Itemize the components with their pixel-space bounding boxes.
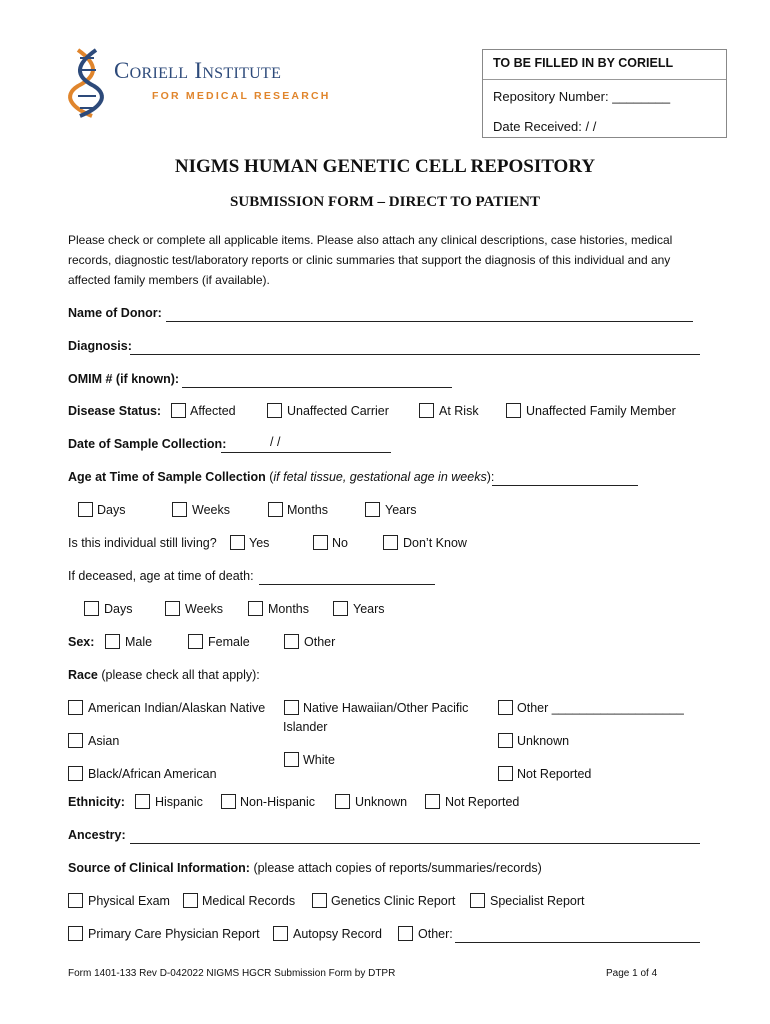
deceased-age-field[interactable] [259,584,435,585]
checkbox-age-days[interactable] [78,502,93,517]
option-death-years: Years [353,602,385,616]
option-race-black: Black/African American [88,767,217,781]
checkbox-sex-male[interactable] [105,634,120,649]
coriell-use-box [482,49,727,138]
checkbox-at-risk[interactable] [419,403,434,418]
option-sex-female: Female [208,635,250,649]
option-affected: Affected [190,404,236,418]
option-ethnicity-unknown: Unknown [355,795,408,809]
age-collection-field[interactable] [492,485,638,486]
donor-name-label: Name of Donor: [68,306,162,320]
option-source-other: Other: [418,927,453,941]
checkbox-unaffected-family-member[interactable] [506,403,521,418]
checkbox-ethnicity-unknown[interactable] [335,794,350,809]
option-age-days: Days [97,503,126,517]
option-race-unknown: Unknown [517,734,570,748]
option-sex-other: Other [304,635,336,649]
repository-number-field: Repository Number: ________ [493,89,671,104]
checkbox-race-asian[interactable] [68,733,83,748]
checkbox-ethnicity-hispanic[interactable] [135,794,150,809]
checkbox-source-genetics-clinic[interactable] [312,893,327,908]
checkbox-age-weeks[interactable] [172,502,187,517]
option-death-weeks: Weeks [185,602,223,616]
checkbox-race-american-indian[interactable] [68,700,83,715]
option-ethnicity-not-reported: Not Reported [445,795,520,809]
option-age-weeks: Weeks [192,503,230,517]
omim-label: OMIM # (if known): [68,372,180,386]
checkbox-sex-other[interactable] [284,634,299,649]
logo-name: Coriell Institute [114,58,282,83]
option-ethnicity-non-hispanic: Non-Hispanic [240,795,316,809]
checkbox-unaffected-carrier[interactable] [267,403,282,418]
page-title: NIGMS HUMAN GENETIC CELL REPOSITORY [174,156,596,177]
date-collection-field[interactable] [221,452,391,453]
option-at-risk: At Risk [439,404,479,418]
ethnicity-label: Ethnicity: [68,795,125,809]
option-race-american-indian: American Indian/Alaskan Native [88,701,266,715]
coriell-box-heading: TO BE FILLED IN BY CORIELL [483,50,726,80]
dna-helix-icon [66,46,108,118]
checkbox-ethnicity-non-hispanic[interactable] [221,794,236,809]
checkbox-race-white[interactable] [284,752,299,767]
option-living-no: No [332,536,348,550]
ancestry-label: Ancestry: [68,828,126,842]
checkbox-affected[interactable] [171,403,186,418]
option-source-autopsy: Autopsy Record [293,927,382,941]
checkbox-living-yes[interactable] [230,535,245,550]
checkbox-living-dont-know[interactable] [383,535,398,550]
coriell-logo [66,46,336,120]
option-age-years: Years [385,503,417,517]
checkbox-death-weeks[interactable] [165,601,180,616]
option-age-months: Months [287,503,328,517]
checkbox-death-years[interactable] [333,601,348,616]
option-race-native-hawaiian-cont: Islander [283,720,328,734]
option-death-months: Months [268,602,309,616]
option-source-primary-care: Primary Care Physician Report [88,927,260,941]
date-received-field: Date Received: / / [493,119,597,134]
checkbox-race-unknown[interactable] [498,733,513,748]
checkbox-race-not-reported[interactable] [498,766,513,781]
checkbox-source-physical-exam[interactable] [68,893,83,908]
checkbox-age-years[interactable] [365,502,380,517]
checkbox-source-other[interactable] [398,926,413,941]
source-label: Source of Clinical Information: (please attach copies of reports/summaries/records) [68,861,542,875]
source-other-field[interactable] [455,942,700,943]
option-ethnicity-hispanic: Hispanic [155,795,203,809]
checkbox-death-days[interactable] [84,601,99,616]
deceased-age-label: If deceased, age at time of death: [68,569,254,583]
page-subtitle: SUBMISSION FORM – DIRECT TO PATIENT [230,194,540,210]
diagnosis-label: Diagnosis: [68,339,132,353]
omim-field[interactable] [182,387,452,388]
checkbox-source-primary-care[interactable] [68,926,83,941]
option-race-native-hawaiian: Native Hawaiian/Other Pacific [303,701,469,715]
option-race-white: White [303,753,335,767]
checkbox-living-no[interactable] [313,535,328,550]
checkbox-death-months[interactable] [248,601,263,616]
checkbox-race-native-hawaiian[interactable] [284,700,299,715]
footer-form-id: Form 1401-133 Rev D-042022 NIGMS HGCR Submission Form by DTPR [68,968,396,979]
checkbox-sex-female[interactable] [188,634,203,649]
logo-subtitle: FOR MEDICAL RESEARCH [152,90,331,102]
still-living-label: Is this individual still living? [68,536,217,550]
donor-name-field[interactable] [166,321,693,322]
option-living-yes: Yes [249,536,270,550]
age-collection-label: Age at Time of Sample Collection (if fetal tissue, gestational age in weeks): [68,470,495,484]
disease-status-label: Disease Status: [68,404,162,418]
checkbox-ethnicity-not-reported[interactable] [425,794,440,809]
checkbox-age-months[interactable] [268,502,283,517]
option-race-not-reported: Not Reported [517,767,592,781]
option-death-days: Days [104,602,133,616]
race-label: Race (please check all that apply): [68,668,260,682]
option-sex-male: Male [125,635,153,649]
option-living-dont-know: Don’t Know [403,536,467,550]
date-collection-label: Date of Sample Collection: [68,437,227,451]
date-collection-slashes: / / [270,435,281,449]
option-source-medical-records: Medical Records [202,894,296,908]
option-unaffected-carrier: Unaffected Carrier [287,404,389,418]
checkbox-source-autopsy[interactable] [273,926,288,941]
option-source-genetics-clinic: Genetics Clinic Report [331,894,456,908]
diagnosis-field[interactable] [130,354,700,355]
option-unaffected-family-member: Unaffected Family Member [526,404,676,418]
checkbox-source-medical-records[interactable] [183,893,198,908]
checkbox-race-black[interactable] [68,766,83,781]
intro-paragraph: Please check or complete all applicable items. Please also attach any clinical descriptions, case histories, medical records, diagnostic test/laboratory reports or clinic summaries that support the diagnosis of this individual and any affected family members (if available). [68,233,673,287]
footer-page-number: Page 1 of 4 [606,968,658,979]
checkbox-race-other[interactable] [498,700,513,715]
option-race-asian: Asian [88,734,120,748]
option-source-specialist: Specialist Report [490,894,585,908]
ancestry-field[interactable] [130,843,700,844]
option-race-other: Other ___________________ [517,701,684,715]
sex-label: Sex: [68,635,95,649]
option-source-physical-exam: Physical Exam [88,894,170,908]
checkbox-source-specialist[interactable] [470,893,485,908]
